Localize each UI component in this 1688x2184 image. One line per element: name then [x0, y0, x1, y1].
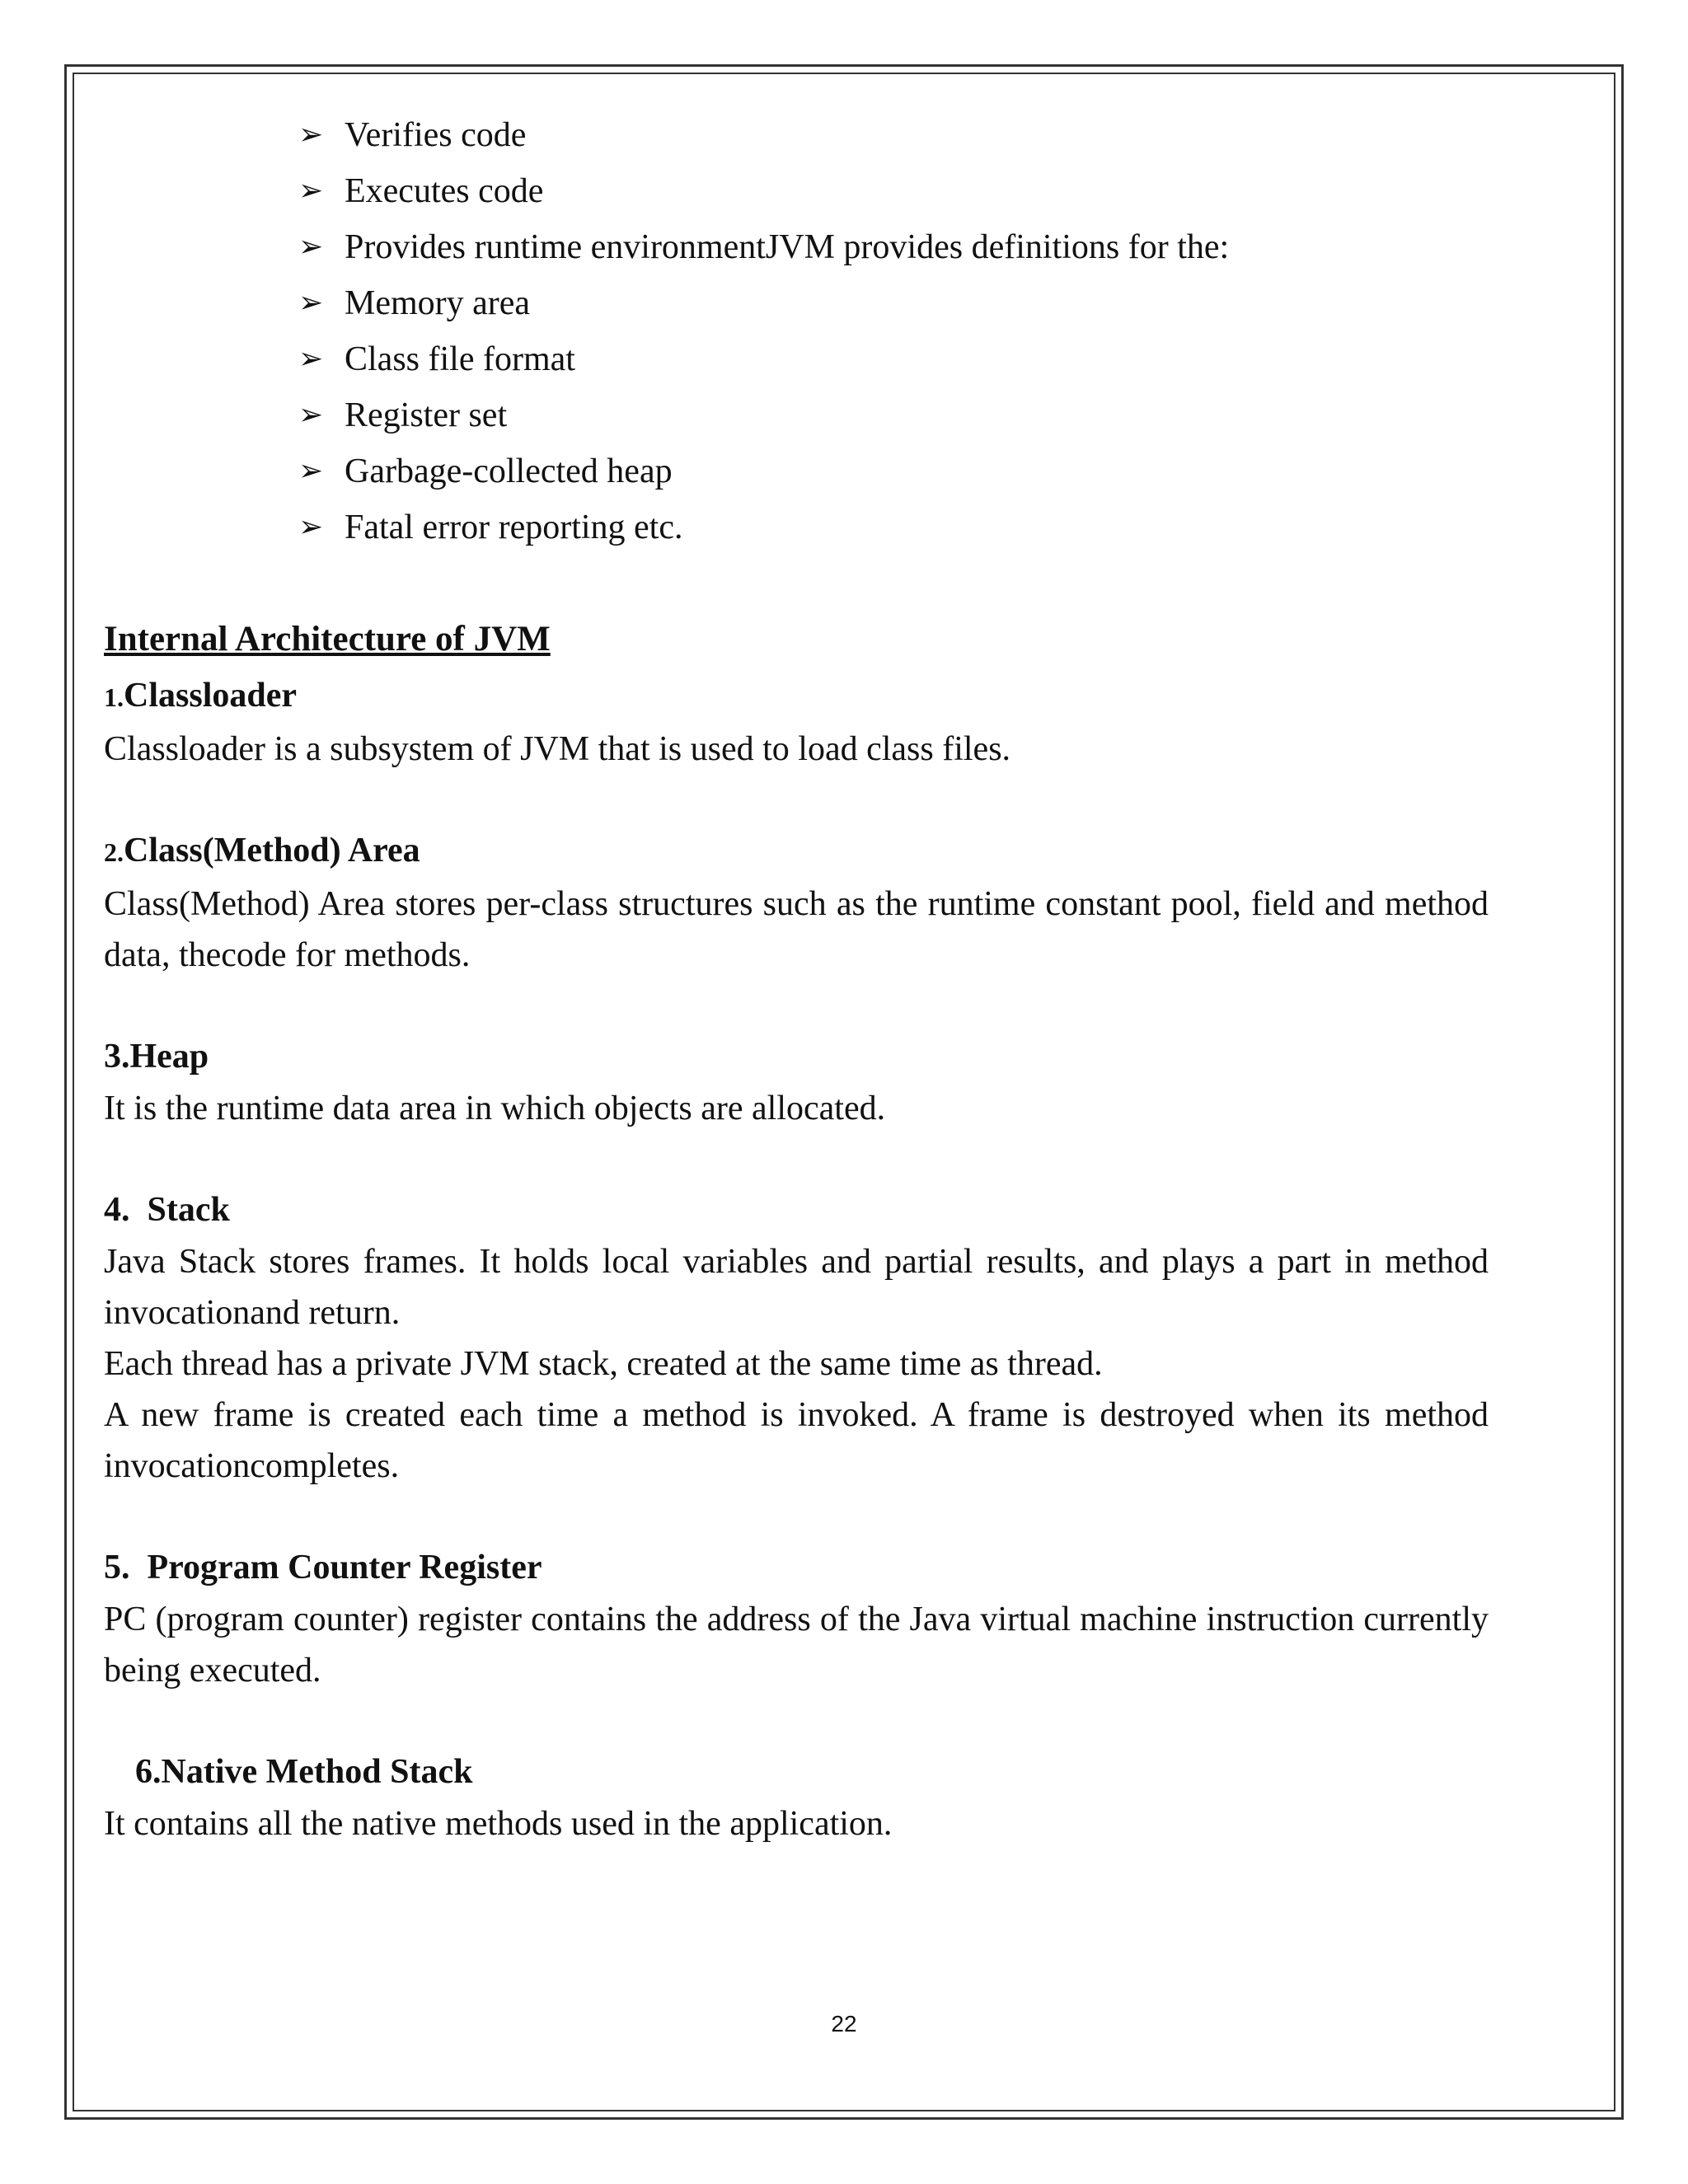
list-item: ➢ Memory area [298, 275, 1489, 331]
heading-native-method-stack: 6.Native Method Stack [135, 1753, 473, 1791]
arrow-bullet-icon: ➢ [298, 230, 324, 264]
page-number: 22 [831, 2011, 857, 2036]
arrow-bullet-icon: ➢ [298, 286, 324, 320]
paragraph: It is the runtime data area in which objects are allocated. [104, 1090, 886, 1127]
arrow-bullet-icon: ➢ [298, 510, 324, 544]
list-item: ➢ Executes code [298, 163, 1489, 219]
paragraph: Java Stack stores frames. It holds local variables and partial results, and plays a part in method invocationand return. [104, 1243, 1489, 1332]
heading-pc-register: 5. Program Counter Register [104, 1549, 542, 1586]
arrow-bullet-icon: ➢ [298, 454, 324, 488]
arrow-bullet-icon: ➢ [298, 342, 324, 376]
heading-method-area: 2.Class(Method) Area [104, 832, 420, 869]
list-item: ➢ Class file format [298, 331, 1489, 387]
paragraph: Classloader is a subsystem of JVM that is used to load class files. [104, 730, 1011, 768]
paragraph: It contains all the native methods used in the application. [104, 1805, 893, 1843]
list-item: ➢ Provides runtime environmentJVM provides definitions for the: [298, 219, 1489, 275]
list-item: ➢ Verifies code [298, 107, 1489, 163]
list-item: ➢ Garbage-collected heap [298, 443, 1489, 499]
heading-heap: 3.Heap [104, 1038, 209, 1076]
section-title: Internal Architecture of JVM [104, 620, 551, 658]
list-item: ➢ Register set [298, 387, 1489, 443]
paragraph: Each thread has a private JVM stack, created at the same time as thread. [104, 1345, 1103, 1383]
page-content [104, 107, 1489, 1849]
arrow-bullet-icon: ➢ [298, 398, 324, 432]
paragraph: A new frame is created each time a method is invoked. A frame is destroyed when its method invocationcompletes. [104, 1396, 1489, 1485]
list-item: ➢ Fatal error reporting etc. [298, 499, 1489, 555]
heading-stack: 4. Stack [104, 1191, 230, 1229]
paragraph: Class(Method) Area stores per-class structures such as the runtime constant pool, field and method data, thecode for methods. [104, 885, 1489, 974]
paragraph: PC (program counter) register contains the address of the Java virtual machine instruction currently being executed. [104, 1601, 1489, 1690]
arrow-bullet-icon: ➢ [298, 118, 324, 152]
arrow-bullet-icon: ➢ [298, 174, 324, 208]
heading-classloader: 1.Classloader [104, 677, 297, 715]
bullet-list [298, 107, 1489, 555]
